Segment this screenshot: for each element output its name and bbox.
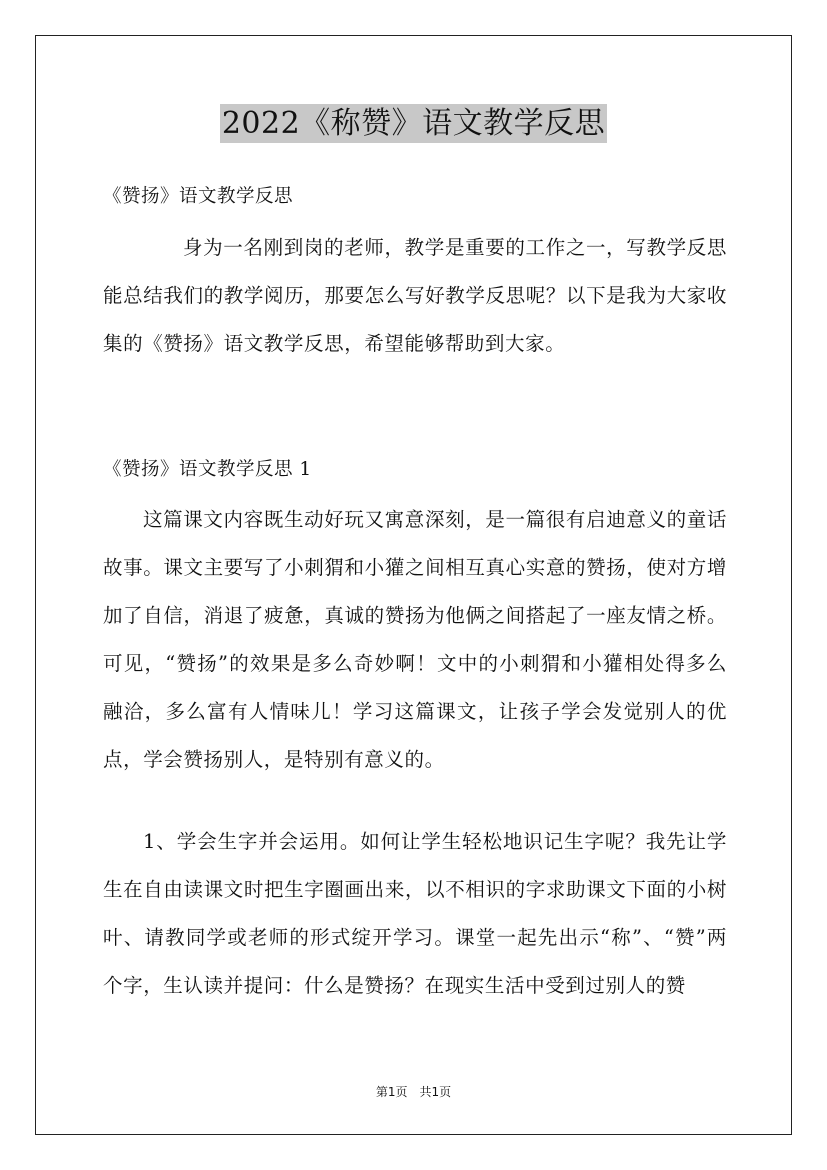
document-title: [0, 98, 827, 142]
section-heading: 《赞扬》语文教学反思: [103, 186, 294, 207]
document-title-text: 2022《称赞》语文教学反思: [221, 106, 606, 141]
page-footer: 第1页 共1页: [375, 1085, 452, 1099]
subheading-1: 《赞扬》语文教学反思 1: [103, 459, 312, 480]
intro-paragraph: 身为一名刚到岗的老师，教学是重要的工作之一，写教学反思能总结我们的教学阅历，那要怎么写好教学反思呢？以下是我为大家收集的《赞扬》语文教学反思，希望能够帮助到大家。: [103, 236, 727, 355]
body-paragraph-2: 1、学会生字并会运用。如何让学生轻松地识记生字呢？我先让学生在自由读课文时把生字圈画出来，以不相识的字求助课文下面的小树叶、请教同学或老师的形式绽开学习。课堂一起先出示“称”、“赞”两个字，生认读并提问：什么是赞扬？在现实生活中受到过别人的赞: [103, 830, 727, 997]
body-paragraph-1: 这篇课文内容既生动好玩又寓意深刻，是一篇很有启迪意义的童话故事。课文主要写了小刺猬和小獾之间相互真心实意的赞扬，使对方增加了自信，消退了疲惫，真诚的赞扬为他俩之间搭起了一座友情之桥。可见，“赞扬”的效果是多么奇妙啊！文中的小刺猬和小獾相处得多么融洽，多么富有人情味儿！学习这篇课文，让孩子学会发觉别人的优点，学会赞扬别人，是特别有意义的。: [103, 508, 727, 771]
